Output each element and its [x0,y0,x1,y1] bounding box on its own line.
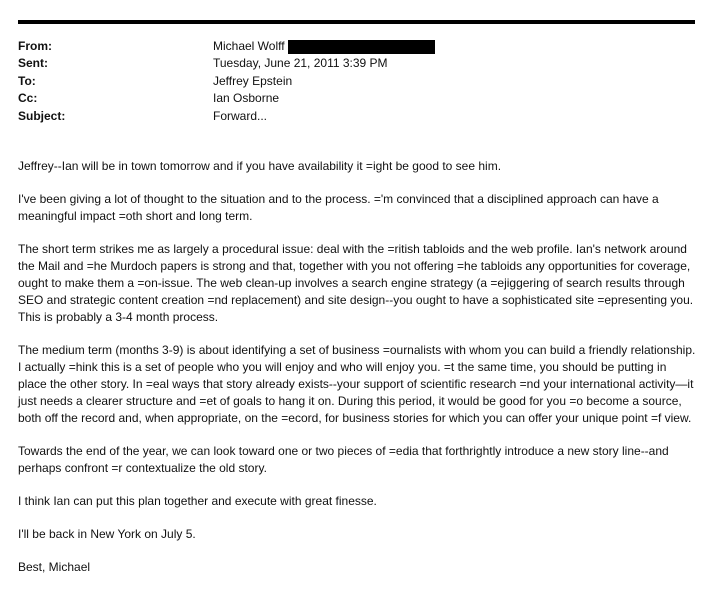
sent-value: Tuesday, June 21, 2011 3:39 PM [213,56,388,71]
to-row [18,73,698,90]
body-paragraph-return: I'll be back in New York on July 5. [18,527,196,541]
sent-label: Sent: [18,56,48,71]
body-paragraph-plan: I think Ian can put this plan together and execute with great finesse. [18,494,377,508]
from-label: From: [18,39,52,53]
body-paragraph-short-term: The short term strikes me as largely a procedural issue: deal with the =ritish tabloids and the web profile. Ian's network around the Mail and =he Murdoch papers is strong and that, together with you not offering =he tabloids any opportunities for coverage, ought to make them a =on-issue. The web clean-up involves a search engine strategy (a =ejiggering of search results through SEO and strategic content creation =nd replacement) and site design--you ought to have a sophisticated site =epresenting you. This is probably a 3-4 month process. [18,242,694,324]
from-row [18,38,698,55]
body-paragraph-approach: I've been giving a lot of thought to the situation and to the process. ='m convinced that a disciplined approach can have a meaningful impact =oth short and long term. [18,192,659,223]
from-value: Michael Wolff [213,39,285,53]
cc-label: Cc: [18,91,38,106]
subject-label: Subject: [18,108,66,123]
subject-row [18,108,698,125]
redaction-box [288,40,435,54]
body-paragraph-medium-term: The medium term (months 3-9) is about identifying a set of business =ournalists with whom you can build a friendly relationship. I actually =hink this is a set of people who you will enjoy and who will enjoy you. =t the same time, you should be putting in place the other story. In =eal ways that story already exists--your support of scientific research =nd your international activity—it just needs a clearer structure and =et of goals to hang it on. During this period, it would be good for you =o become a source, both off the record and, when appropriate, on the =ecord, for business stories for which you can offer your unique point =f view. [18,343,696,425]
to-value: Jeffrey Epstein [213,73,293,88]
signature: Best, Michael [18,560,91,574]
sent-row [18,55,698,72]
email-body [18,158,698,592]
email-header [18,38,698,125]
top-divider [18,20,695,24]
to-label: To: [18,73,36,88]
cc-value: Ian Osborne [213,91,280,106]
cc-row [18,90,698,107]
body-paragraph-greeting: Jeffrey--Ian will be in town tomorrow and if you have availability it =ight be good to see him. [18,159,502,173]
body-paragraph-end-of-year: Towards the end of the year, we can look toward one or two pieces of =edia that forthrightly introduce a new story line--and perhaps confront =r contextualize the old story. [18,444,669,475]
subject-value: Forward... [213,108,268,123]
